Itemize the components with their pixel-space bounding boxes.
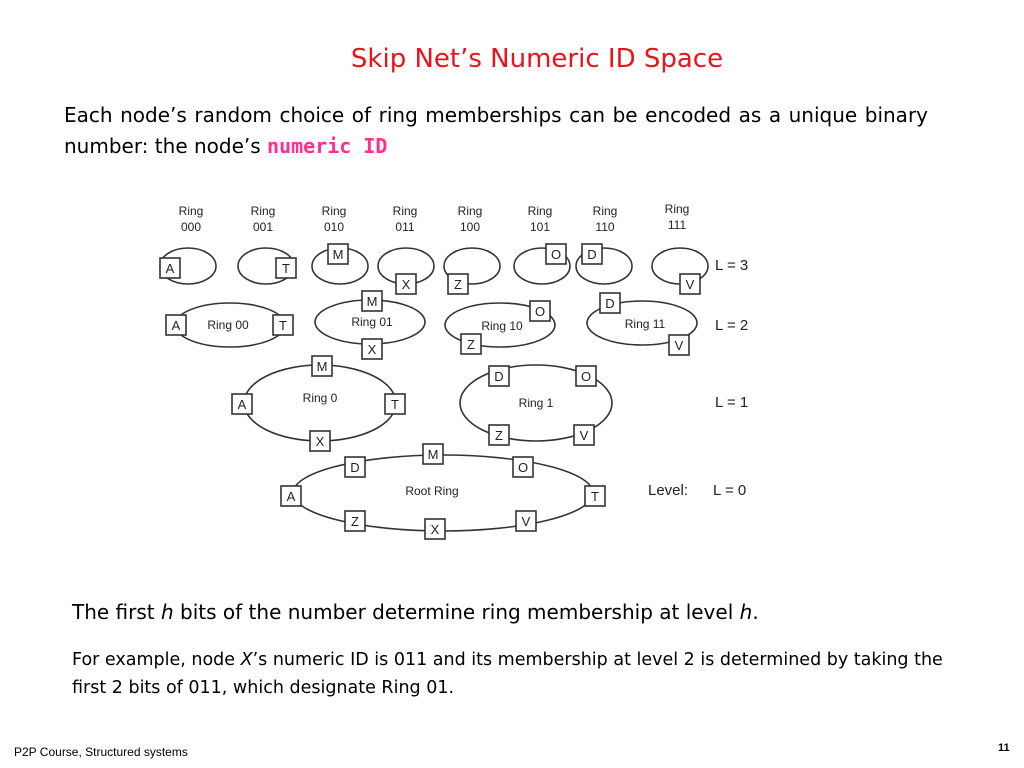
node-label: A [286, 489, 296, 504]
node-t-level1 [385, 394, 405, 414]
para2-text-b: ’s numeric ID is 011 and its membership at level 2 is determined by taking the first 2 bits of 011, which designate Ring 01. [72, 650, 943, 698]
para2-text-a: For example, node [72, 650, 241, 670]
ring-101-label: Ring 101 [527, 204, 553, 234]
node-a-level1 [232, 394, 252, 414]
node-label: M [366, 294, 378, 309]
para2-x-italic: X [240, 650, 253, 670]
node-o-level0 [513, 457, 533, 477]
node-label: Z [351, 514, 359, 529]
ring-10-name: Ring 10 [481, 319, 523, 333]
para1-h-italic: h [161, 600, 174, 624]
node-x-level3 [396, 274, 416, 294]
node-label: Z [454, 277, 462, 292]
node-label: Z [495, 428, 503, 443]
node-label: V [521, 514, 531, 529]
ring-0-name: Ring 0 [302, 391, 338, 405]
level-0-label: L = 0 [713, 482, 747, 499]
node-d-level1 [489, 366, 509, 386]
ring-00-name: Ring 00 [207, 318, 249, 332]
node-label: O [517, 460, 529, 475]
node-d-level0 [345, 457, 365, 477]
para1-text-c: . [752, 600, 759, 624]
node-label: V [685, 277, 695, 292]
ring-110-label: Ring 110 [592, 204, 618, 234]
ring-001-label: Ring 001 [250, 204, 276, 234]
node-label: Z [467, 337, 475, 352]
para1-text-b: bits of the number determine ring membership at level [173, 600, 740, 624]
node-o-level2 [530, 301, 550, 321]
intro-text: Each node’s random choice of ring memberships can be encoded as a unique binary number: the node’s [64, 103, 928, 158]
first-h-bits-paragraph [72, 600, 759, 624]
node-m-level2 [362, 291, 382, 311]
para1-h2-italic: h [739, 600, 753, 624]
ring-010-label: Ring 010 [321, 204, 347, 234]
node-m-level1 [312, 356, 332, 376]
footer-course-title: P2P Course, Structured systems [14, 745, 188, 759]
node-label: O [580, 369, 592, 384]
node-label: M [332, 247, 344, 262]
node-m-level3 [328, 244, 348, 264]
node-label: X [401, 277, 411, 292]
node-label: T [391, 397, 399, 412]
node-z-level3 [448, 274, 468, 294]
node-label: X [430, 522, 440, 537]
node-label: D [350, 460, 360, 475]
example-paragraph [72, 646, 982, 702]
node-label: V [674, 338, 684, 353]
node-m-level0 [423, 444, 443, 464]
ring-100-label: Ring 100 [457, 204, 483, 234]
node-label: X [367, 342, 377, 357]
ring-011-label: Ring 011 [392, 204, 418, 234]
node-t-level3 [276, 258, 296, 278]
node-label: A [165, 261, 175, 276]
ring-01-name: Ring 01 [351, 315, 393, 329]
node-label: D [605, 296, 615, 311]
node-label: A [171, 318, 181, 333]
node-o-level1 [576, 366, 596, 386]
ring-1-name: Ring 1 [518, 396, 554, 410]
numeric-id-highlight: numeric ID [267, 134, 388, 158]
slide-title: Skip Net’s Numeric ID Space [350, 44, 724, 74]
level-3-label: L = 3 [715, 257, 749, 274]
node-z-level2 [461, 334, 481, 354]
node-label: M [427, 447, 439, 462]
node-v-level1 [574, 425, 594, 445]
node-label: O [534, 304, 546, 319]
level-2-label: L = 2 [715, 317, 749, 334]
node-v-level2 [669, 335, 689, 355]
node-d-level3 [582, 244, 602, 264]
node-t-level0 [585, 486, 605, 506]
intro-paragraph [64, 100, 928, 162]
node-z-level1 [489, 425, 509, 445]
node-label: V [579, 428, 589, 443]
node-label: T [282, 261, 290, 276]
page-number: 11 [998, 742, 1010, 754]
node-label: D [587, 247, 597, 262]
node-label: D [494, 369, 504, 384]
node-a-level2 [166, 315, 186, 335]
node-label: T [591, 489, 599, 504]
root-ring-name: Root Ring [405, 484, 459, 498]
node-label: X [315, 434, 325, 449]
ring-111-label: Ring 111 [664, 202, 690, 232]
node-label: A [237, 397, 247, 412]
node-v-level3 [680, 274, 700, 294]
node-t-level2 [273, 315, 293, 335]
node-x-level0 [425, 519, 445, 539]
ring-11-name: Ring 11 [624, 317, 666, 331]
level-1-label: L = 1 [715, 394, 749, 411]
ring-000-label: Ring 000 [178, 204, 204, 234]
node-x-level2 [362, 339, 382, 359]
node-a-level0 [281, 486, 301, 506]
node-z-level0 [345, 511, 365, 531]
node-label: M [316, 359, 328, 374]
node-v-level0 [516, 511, 536, 531]
level-heading-label: Level: [648, 482, 689, 499]
node-d-level2 [600, 293, 620, 313]
node-label: T [279, 318, 287, 333]
node-o-level3 [546, 244, 566, 264]
para1-text-a: The first [72, 600, 161, 624]
node-x-level1 [310, 431, 330, 451]
node-a-level3 [160, 258, 180, 278]
node-label: O [550, 247, 562, 262]
skipnet-ring-diagram [150, 190, 790, 550]
